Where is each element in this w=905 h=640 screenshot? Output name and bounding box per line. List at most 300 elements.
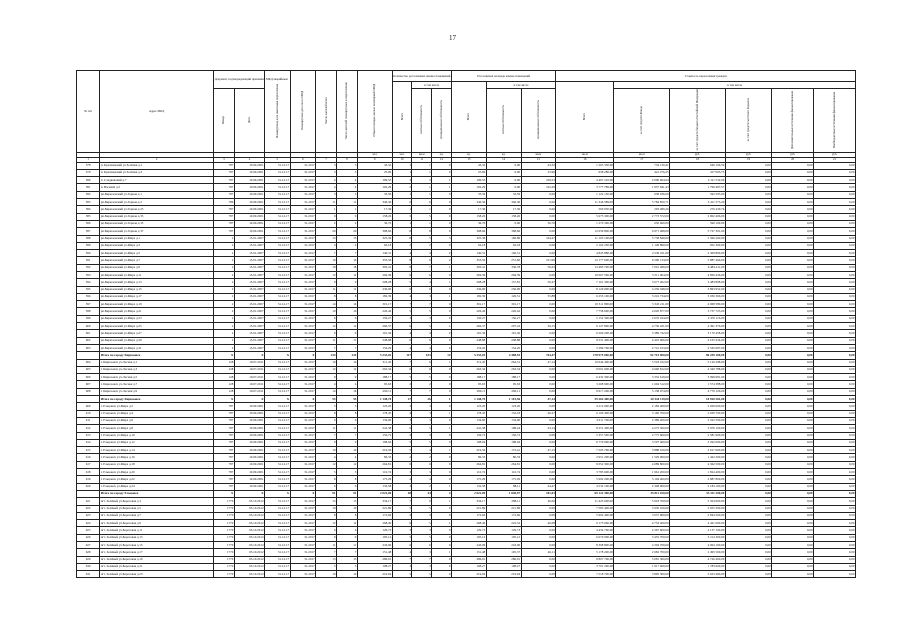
table-cell-c: 134,90 bbox=[357, 417, 392, 424]
table-row bbox=[77, 169, 856, 176]
table-cell-g: 219,56 bbox=[451, 447, 486, 454]
header-area-group: Расселяемая площадь жилых помещений bbox=[451, 71, 555, 82]
table-cell-p: 0,00 bbox=[814, 425, 856, 432]
table-row bbox=[77, 177, 856, 184]
table-cell-d2: 31.2017 bbox=[290, 184, 316, 191]
table-row bbox=[77, 527, 856, 534]
table-cell-e: 4 bbox=[412, 344, 432, 351]
table-cell-m: 0,00 bbox=[725, 534, 771, 541]
table-cell-b: 6 bbox=[336, 527, 357, 534]
table-cell-e: 2 bbox=[412, 483, 432, 490]
table-cell-c: 334,17 bbox=[357, 498, 392, 505]
table-cell-g: 172,66 bbox=[451, 512, 486, 519]
table-cell-i: 0,00 bbox=[521, 512, 556, 519]
table-cell-d: 2 bbox=[392, 454, 412, 461]
table-cell-date: 10.09.2001 bbox=[234, 439, 264, 446]
table-cell-g: 36,76 bbox=[451, 220, 486, 227]
table-row bbox=[77, 257, 856, 264]
table-cell-k: 4 689 800,00 bbox=[614, 461, 670, 468]
table-cell-d2: 31.2017 bbox=[290, 520, 316, 527]
table-cell-g: 109,53 bbox=[451, 177, 486, 184]
table-cell-l: 2 476 116,00 bbox=[670, 315, 726, 322]
table-cell-p: 0,00 bbox=[814, 330, 856, 337]
table-cell-f: 0 bbox=[432, 162, 452, 169]
table-cell-a: 12 bbox=[316, 323, 337, 330]
table-cell-o: 0,00 bbox=[772, 264, 814, 271]
table-cell-d2: 31.2017 bbox=[290, 512, 316, 519]
table-cell-n: 595 bbox=[77, 286, 100, 293]
table-row bbox=[77, 337, 856, 344]
table-cell-addr: рп.Бирюзовский ул.Мира д.9 bbox=[100, 264, 214, 271]
table-cell-n: 625 bbox=[77, 527, 100, 534]
table-cell-n: 592 bbox=[77, 264, 100, 271]
table-row bbox=[77, 344, 856, 351]
table-cell-o: 0,00 bbox=[772, 272, 814, 279]
table-cell-j: 9 052 300,00 bbox=[556, 461, 614, 468]
table-cell-j: 3 777 789,00 bbox=[556, 184, 614, 191]
table-cell-a: 12 bbox=[316, 520, 337, 527]
header-cost-incl: в том числе bbox=[614, 82, 856, 89]
table-cell-o: 0,00 bbox=[772, 184, 814, 191]
table-cell-c: 243,06 bbox=[357, 541, 392, 548]
table-cell-num: 2 bbox=[213, 315, 234, 322]
table-cell-c: 151,48 bbox=[357, 549, 392, 556]
table-cell-addr: Итого по городу Бирюзовск bbox=[100, 396, 214, 403]
table-cell-d1: X bbox=[265, 396, 291, 403]
table-cell-b: 10 bbox=[336, 308, 357, 315]
table-cell-l: 5 887 466,00 bbox=[670, 257, 726, 264]
table-cell-num: 1770 bbox=[213, 505, 234, 512]
table-cell-j: 4 845 880,00 bbox=[556, 250, 614, 257]
table-cell-d2: 31.2017 bbox=[290, 344, 316, 351]
table-cell-l: 1 422 200,00 bbox=[670, 454, 726, 461]
table-cell-m: 0,00 bbox=[725, 191, 771, 198]
table-cell-l: 952 360,00 bbox=[670, 242, 726, 249]
table-cell-c: 398,66 bbox=[357, 228, 392, 235]
table-cell-i: 0,00 bbox=[521, 541, 556, 548]
table-cell-e: 5 bbox=[412, 534, 432, 541]
table-cell-g: 195,12 bbox=[451, 534, 486, 541]
table-cell-p: 0,00 bbox=[814, 250, 856, 257]
table-cell-c: 311,45 bbox=[357, 359, 392, 366]
table-cell-p: 0,00 bbox=[814, 512, 856, 519]
table-cell-addr: п. Василёв д.2 bbox=[100, 184, 214, 191]
table-cell-a: 12 bbox=[316, 461, 337, 468]
table-cell-num: 2 bbox=[213, 257, 234, 264]
table-cell-d: 7 bbox=[392, 556, 412, 563]
table-cell-e: 5 bbox=[412, 439, 432, 446]
table-cell-e: 3 bbox=[412, 527, 432, 534]
table-cell-d2: 31.2017 bbox=[290, 388, 316, 395]
column-number-cell: 10 bbox=[392, 157, 412, 162]
table-cell-n bbox=[77, 490, 100, 497]
header-rooms-total: Всего bbox=[392, 82, 412, 153]
table-cell-addr: рп.Бирюзовский ул.Мира д.29 bbox=[100, 337, 214, 344]
table-cell-i: 0,00 bbox=[521, 228, 556, 235]
table-cell-p: 0,00 bbox=[814, 410, 856, 417]
table-row bbox=[77, 425, 856, 432]
table-cell-d: 117 bbox=[392, 352, 412, 359]
table-cell-g: 311,45 bbox=[451, 359, 486, 366]
table-cell-h: 264,81 bbox=[486, 461, 521, 468]
table-cell-d2: 31.2017 bbox=[290, 213, 316, 220]
table-cell-n bbox=[77, 352, 100, 359]
table-cell-k: 6 290 134,00 bbox=[614, 257, 670, 264]
table-cell-d: 1 bbox=[392, 169, 412, 176]
table-cell-addr: рп.Бирюзовский ул.Горная д.37 bbox=[100, 228, 214, 235]
table-cell-m: 0,00 bbox=[725, 235, 771, 242]
table-cell-k: 4 425 966,00 bbox=[614, 337, 670, 344]
table-cell-d2: 31.2017 bbox=[290, 169, 316, 176]
table-cell-d2: 31.2017 bbox=[290, 476, 316, 483]
table-cell-o: 0,00 bbox=[772, 454, 814, 461]
table-cell-num: 2 bbox=[213, 286, 234, 293]
table-cell-num: 2 bbox=[213, 323, 234, 330]
table-cell-l: 2 495 500,00 bbox=[670, 549, 726, 556]
table-cell-addr: г. Ельцовск ул.Мира д.8 bbox=[100, 425, 214, 432]
table-cell-i: 0,00 bbox=[521, 191, 556, 198]
table-cell-i: 101,96 bbox=[521, 257, 556, 264]
table-cell-f: 0 bbox=[432, 191, 452, 198]
table-cell-o: 0,00 bbox=[772, 235, 814, 242]
table-cell-num: 787 bbox=[213, 177, 234, 184]
table-cell-h: 172,41 bbox=[486, 447, 521, 454]
table-cell-m: 0,00 bbox=[725, 162, 771, 169]
table-cell-k: 3 507 400,00 bbox=[614, 439, 670, 446]
table-cell-date: 15.01.2007 bbox=[234, 293, 264, 300]
table-cell-f: 1 bbox=[432, 447, 452, 454]
table-cell-b: 29 bbox=[336, 228, 357, 235]
table-cell-i: 46,11 bbox=[521, 549, 556, 556]
table-cell-num: X bbox=[213, 352, 234, 359]
table-cell-m: 0,00 bbox=[725, 279, 771, 286]
table-cell-d2: 31.2017 bbox=[290, 286, 316, 293]
table-cell-e: 5 bbox=[412, 425, 432, 432]
header-area-all: Всего bbox=[451, 82, 486, 153]
table-cell-g: 33,59 bbox=[451, 191, 486, 198]
table-cell-k: 5 138 074,00 bbox=[614, 388, 670, 395]
table-cell-addr: г. Бирюзовск ул.Лесная д.7 bbox=[100, 381, 214, 388]
table-cell-l: 2 184 100,00 bbox=[670, 483, 726, 490]
table-cell-d1: 31.12.17 bbox=[265, 359, 291, 366]
table-cell-f: 1 bbox=[432, 177, 452, 184]
table-cell-j: 9 807 700,00 bbox=[556, 556, 614, 563]
table-cell-l: 2 545 687,00 bbox=[670, 344, 726, 351]
table-cell-d: 3 bbox=[392, 417, 412, 424]
table-cell-a: 12 bbox=[316, 366, 337, 373]
table-cell-j: 3 785 600,00 bbox=[556, 469, 614, 476]
table-cell-m: 0,00 bbox=[725, 490, 771, 497]
table-cell-addr: рп.Бирюзовский ул.Горная д.1 bbox=[100, 191, 214, 198]
table-cell-d2: 31.2017 bbox=[290, 250, 316, 257]
table-cell-l: 3 170 458,00 bbox=[670, 330, 726, 337]
table-cell-i: 47,14 bbox=[521, 359, 556, 366]
table-cell-d: 8 bbox=[392, 235, 412, 242]
table-cell-g: 95,63 bbox=[451, 381, 486, 388]
table-cell-f: 0 bbox=[432, 220, 452, 227]
table-cell-n: 618 bbox=[77, 469, 100, 476]
table-cell-o: 0,00 bbox=[772, 279, 814, 286]
table-cell-d1: 31.12.17 bbox=[265, 417, 291, 424]
table-cell-h: 140,31 bbox=[486, 250, 521, 257]
table-cell-m: 0,00 bbox=[725, 272, 771, 279]
table-cell-p: 0,00 bbox=[814, 315, 856, 322]
table-row bbox=[77, 505, 856, 512]
table-cell-a: 10 bbox=[316, 571, 337, 578]
table-cell-k: 3 895 300,00 bbox=[614, 571, 670, 578]
table-cell-b: 3 bbox=[336, 191, 357, 198]
table-cell-num: X bbox=[213, 490, 234, 497]
table-cell-j: 9 127 800,00 bbox=[556, 323, 614, 330]
table-cell-b: 8 bbox=[336, 512, 357, 519]
table-cell-d1: 31.12.17 bbox=[265, 541, 291, 548]
table-cell-e: 4 bbox=[412, 447, 432, 454]
table-cell-h: 221,89 bbox=[486, 505, 521, 512]
table-cell-k: 92 715 900,00 bbox=[614, 352, 670, 359]
table-cell-j: 2 951 200,00 bbox=[556, 454, 614, 461]
table-cell-k: 3 389 742,00 bbox=[614, 330, 670, 337]
table-cell-d2: 31.2017 bbox=[290, 235, 316, 242]
table-cell-o: 0,00 bbox=[772, 199, 814, 206]
table-cell-l: 2 222 500,00 bbox=[670, 417, 726, 424]
table-cell-num: 1770 bbox=[213, 541, 234, 548]
table-cell-addr: рп.Бирюзовский ул.Мира д.5 bbox=[100, 250, 214, 257]
table-cell-d1: 31.12.17 bbox=[265, 374, 291, 381]
table-row bbox=[77, 213, 856, 220]
table-cell-b: 4 bbox=[336, 454, 357, 461]
table-cell-o: 0,00 bbox=[772, 425, 814, 432]
table-cell-o: 0,00 bbox=[772, 505, 814, 512]
table-cell-m: 0,00 bbox=[725, 264, 771, 271]
table-cell-e: 3 bbox=[412, 549, 432, 556]
table-cell-c: 2 022,00 bbox=[357, 490, 392, 497]
table-cell-i: 36,76 bbox=[521, 220, 556, 227]
table-cell-g: 110,74 bbox=[451, 469, 486, 476]
table-cell-j: 3 701 200,00 bbox=[556, 563, 614, 570]
table-cell-m: 0,00 bbox=[725, 199, 771, 206]
table-cell-d1: 31.12.17 bbox=[265, 571, 291, 578]
table-cell-addr: рп.Бирюзовский ул.Мира д.31 bbox=[100, 344, 214, 351]
table-cell-c: 62,18 bbox=[357, 242, 392, 249]
table-cell-l: 5 411 573,29 bbox=[670, 199, 726, 206]
table-cell-i: 0,00 bbox=[521, 403, 556, 410]
table-cell-j: 3 268 900,00 bbox=[556, 381, 614, 388]
table-cell-j: 5 178 200,00 bbox=[556, 549, 614, 556]
unit-cell: ед. bbox=[451, 152, 486, 157]
table-cell-a: 7 bbox=[316, 549, 337, 556]
table-cell-c: 5 233,02 bbox=[357, 352, 392, 359]
table-cell-m: 0,00 bbox=[725, 403, 771, 410]
table-cell-k: 2 676 184,00 bbox=[614, 315, 670, 322]
table-cell-p: 0,00 bbox=[814, 388, 856, 395]
table-cell-c: 226,42 bbox=[357, 308, 392, 315]
table-cell-i: 0,00 bbox=[521, 337, 556, 344]
table-cell-addr: г. Ельцовск ул.Мира д.24 bbox=[100, 483, 214, 490]
table-cell-d1: 31.12.17 bbox=[265, 301, 291, 308]
table-cell-num: 1770 bbox=[213, 534, 234, 541]
table-cell-d1: 31.12.17 bbox=[265, 242, 291, 249]
table-cell-e: 5 bbox=[412, 308, 432, 315]
table-cell-d1: 31.12.17 bbox=[265, 257, 291, 264]
column-number-cell: 20 bbox=[772, 157, 814, 162]
table-cell-o: 0,00 bbox=[772, 417, 814, 424]
table-cell-c: 36,76 bbox=[357, 220, 392, 227]
table-cell-a: 11 bbox=[316, 425, 337, 432]
table-cell-c: 236,90 bbox=[357, 286, 392, 293]
column-number-cell: 5 bbox=[265, 157, 291, 162]
table-cell-date: 15.01.2007 bbox=[234, 308, 264, 315]
table-cell-e: 4 bbox=[412, 279, 432, 286]
table-cell-c: 172,66 bbox=[357, 512, 392, 519]
table-row bbox=[77, 374, 856, 381]
table-cell-d: 7 bbox=[392, 359, 412, 366]
table-cell-h: 126,51 bbox=[486, 293, 521, 300]
table-cell-h: 157,81 bbox=[486, 279, 521, 286]
table-cell-b: 14 bbox=[336, 388, 357, 395]
table-cell-c: 108,27 bbox=[357, 563, 392, 570]
table-cell-f: 0 bbox=[432, 228, 452, 235]
table-cell-p: 0,00 bbox=[814, 308, 856, 315]
table-cell-n: 587 bbox=[77, 228, 100, 235]
table-cell-l: 2 902 406,00 bbox=[670, 213, 726, 220]
table-cell-m: 0,00 bbox=[725, 476, 771, 483]
table-cell-c: 129,73 bbox=[357, 527, 392, 534]
table-row bbox=[77, 432, 856, 439]
table-cell-addr: г. Ельцовск ул.Мира д.2 bbox=[100, 403, 214, 410]
table-cell-n: 599 bbox=[77, 315, 100, 322]
table-cell-date: X bbox=[234, 396, 264, 403]
table-cell-num: 2 bbox=[213, 308, 234, 315]
table-cell-n: 604 bbox=[77, 359, 100, 366]
table-cell-f: 0 bbox=[432, 301, 452, 308]
table-cell-g: 325,36 bbox=[451, 235, 486, 242]
table-cell-j: 6 770 000,00 bbox=[556, 439, 614, 446]
table-cell-date: 03.10.2012 bbox=[234, 498, 264, 505]
table-cell-j: 560 030,00 bbox=[556, 206, 614, 213]
table-cell-f: 0 bbox=[432, 213, 452, 220]
table-cell-f: 1 bbox=[432, 410, 452, 417]
table-cell-addr: рп.Бирюзовский ул.Мира д.13 bbox=[100, 279, 214, 286]
table-cell-d1: 31.12.17 bbox=[265, 162, 291, 169]
table-cell-p: 0,00 bbox=[814, 199, 856, 206]
table-cell-n: 631 bbox=[77, 571, 100, 578]
table-cell-d2: 31.2017 bbox=[290, 527, 316, 534]
table-cell-d2: 31.2017 bbox=[290, 563, 316, 570]
table-cell-d1: 31.12.17 bbox=[265, 469, 291, 476]
table-cell-e: 6 bbox=[412, 286, 432, 293]
header-cost-other: Внебюджетные источники финансирования bbox=[814, 89, 856, 153]
table-cell-m: 0,00 bbox=[725, 286, 771, 293]
table-cell-h: 336,78 bbox=[486, 264, 521, 271]
table-cell-c: 219,94 bbox=[357, 571, 392, 578]
table-cell-k: 2 536 011,00 bbox=[614, 250, 670, 257]
table-cell-j: 69 122 300,00 bbox=[556, 490, 614, 497]
table-cell-a: 14 bbox=[316, 388, 337, 395]
table-cell-i: 55,88 bbox=[521, 293, 556, 300]
table-cell-num: 2 bbox=[213, 293, 234, 300]
table-cell-p: 0,00 bbox=[814, 505, 856, 512]
unit-cell: ед. bbox=[486, 152, 521, 157]
table-cell-addr: рп.Бирюзовский ул.Мира д.21 bbox=[100, 308, 214, 315]
table-cell-m: 0,00 bbox=[725, 323, 771, 330]
table-cell-date: 15.01.2007 bbox=[234, 315, 264, 322]
table-cell-o: 0,00 bbox=[772, 323, 814, 330]
table-row bbox=[77, 476, 856, 483]
table-cell-h: 1 101,56 bbox=[486, 396, 521, 403]
table-cell-p: 0,00 bbox=[814, 483, 856, 490]
table-cell-f: 0 bbox=[432, 476, 452, 483]
table-cell-f: 0 bbox=[432, 432, 452, 439]
table-cell-i: 102,29 bbox=[521, 184, 556, 191]
table-cell-d1: 31.12.17 bbox=[265, 293, 291, 300]
table-cell-g: 43,32 bbox=[451, 162, 486, 169]
table-cell-p: 0,00 bbox=[814, 381, 856, 388]
table-cell-h: 123,20 bbox=[486, 403, 521, 410]
table-cell-d2: 31.2017 bbox=[290, 162, 316, 169]
table-cell-num: 787 bbox=[213, 447, 234, 454]
table-cell-b: 4 bbox=[336, 177, 357, 184]
table-cell-g: 150,27 bbox=[451, 315, 486, 322]
table-row bbox=[77, 330, 856, 337]
header-residents: Число жителей всего bbox=[316, 71, 337, 153]
table-cell-e: 6 bbox=[412, 257, 432, 264]
table-row bbox=[77, 308, 856, 315]
table-cell-e: 3 bbox=[412, 469, 432, 476]
table-cell-o: 0,00 bbox=[772, 461, 814, 468]
table-cell-num: 1770 bbox=[213, 520, 234, 527]
table-cell-g: 182,39 bbox=[451, 293, 486, 300]
table-total-row bbox=[77, 396, 856, 403]
table-cell-h: 132,18 bbox=[486, 410, 521, 417]
column-number-cell: 21 bbox=[814, 157, 856, 162]
table-cell-n: 616 bbox=[77, 454, 100, 461]
table-cell-h: 62,18 bbox=[486, 242, 521, 249]
table-row bbox=[77, 162, 856, 169]
table-cell-p: 0,00 bbox=[814, 301, 856, 308]
header-cost-fund: за счет средств Фонда bbox=[614, 89, 670, 153]
table-cell-a: 1 bbox=[316, 206, 337, 213]
table-cell-d1: 31.12.17 bbox=[265, 454, 291, 461]
table-cell-a: 6 bbox=[316, 483, 337, 490]
table-cell-b: 9 bbox=[336, 330, 357, 337]
table-cell-h: 150,27 bbox=[486, 315, 521, 322]
table-cell-n: 610 bbox=[77, 410, 100, 417]
table-cell-i: 0,00 bbox=[521, 213, 556, 220]
table-cell-d1: 31.12.17 bbox=[265, 199, 291, 206]
table-cell-i: 0,00 bbox=[521, 556, 556, 563]
table-cell-k: 293 489,26 bbox=[614, 206, 670, 213]
table-cell-d: 4 bbox=[392, 549, 412, 556]
table-cell-m: 0,00 bbox=[725, 527, 771, 534]
table-cell-e: 7 bbox=[412, 388, 432, 395]
table-cell-o: 0,00 bbox=[772, 527, 814, 534]
table-cell-num: 787 bbox=[213, 169, 234, 176]
table-cell-h: 290,11 bbox=[486, 388, 521, 395]
table-cell-p: 0,00 bbox=[814, 454, 856, 461]
table-cell-l: 5 727 301,00 bbox=[670, 228, 726, 235]
table-row bbox=[77, 359, 856, 366]
table-cell-f: 1 bbox=[432, 498, 452, 505]
table-cell-n: 628 bbox=[77, 549, 100, 556]
table-cell-n: 622 bbox=[77, 505, 100, 512]
table-cell-p: 0,00 bbox=[814, 556, 856, 563]
table-cell-num: 1770 bbox=[213, 549, 234, 556]
table-cell-l: 276 430,74 bbox=[670, 206, 726, 213]
table-cell-g: 129,73 bbox=[451, 527, 486, 534]
table-cell-d: 1 bbox=[392, 191, 412, 198]
table-cell-e: 7 bbox=[412, 264, 432, 271]
table-cell-p: 0,00 bbox=[814, 527, 856, 534]
